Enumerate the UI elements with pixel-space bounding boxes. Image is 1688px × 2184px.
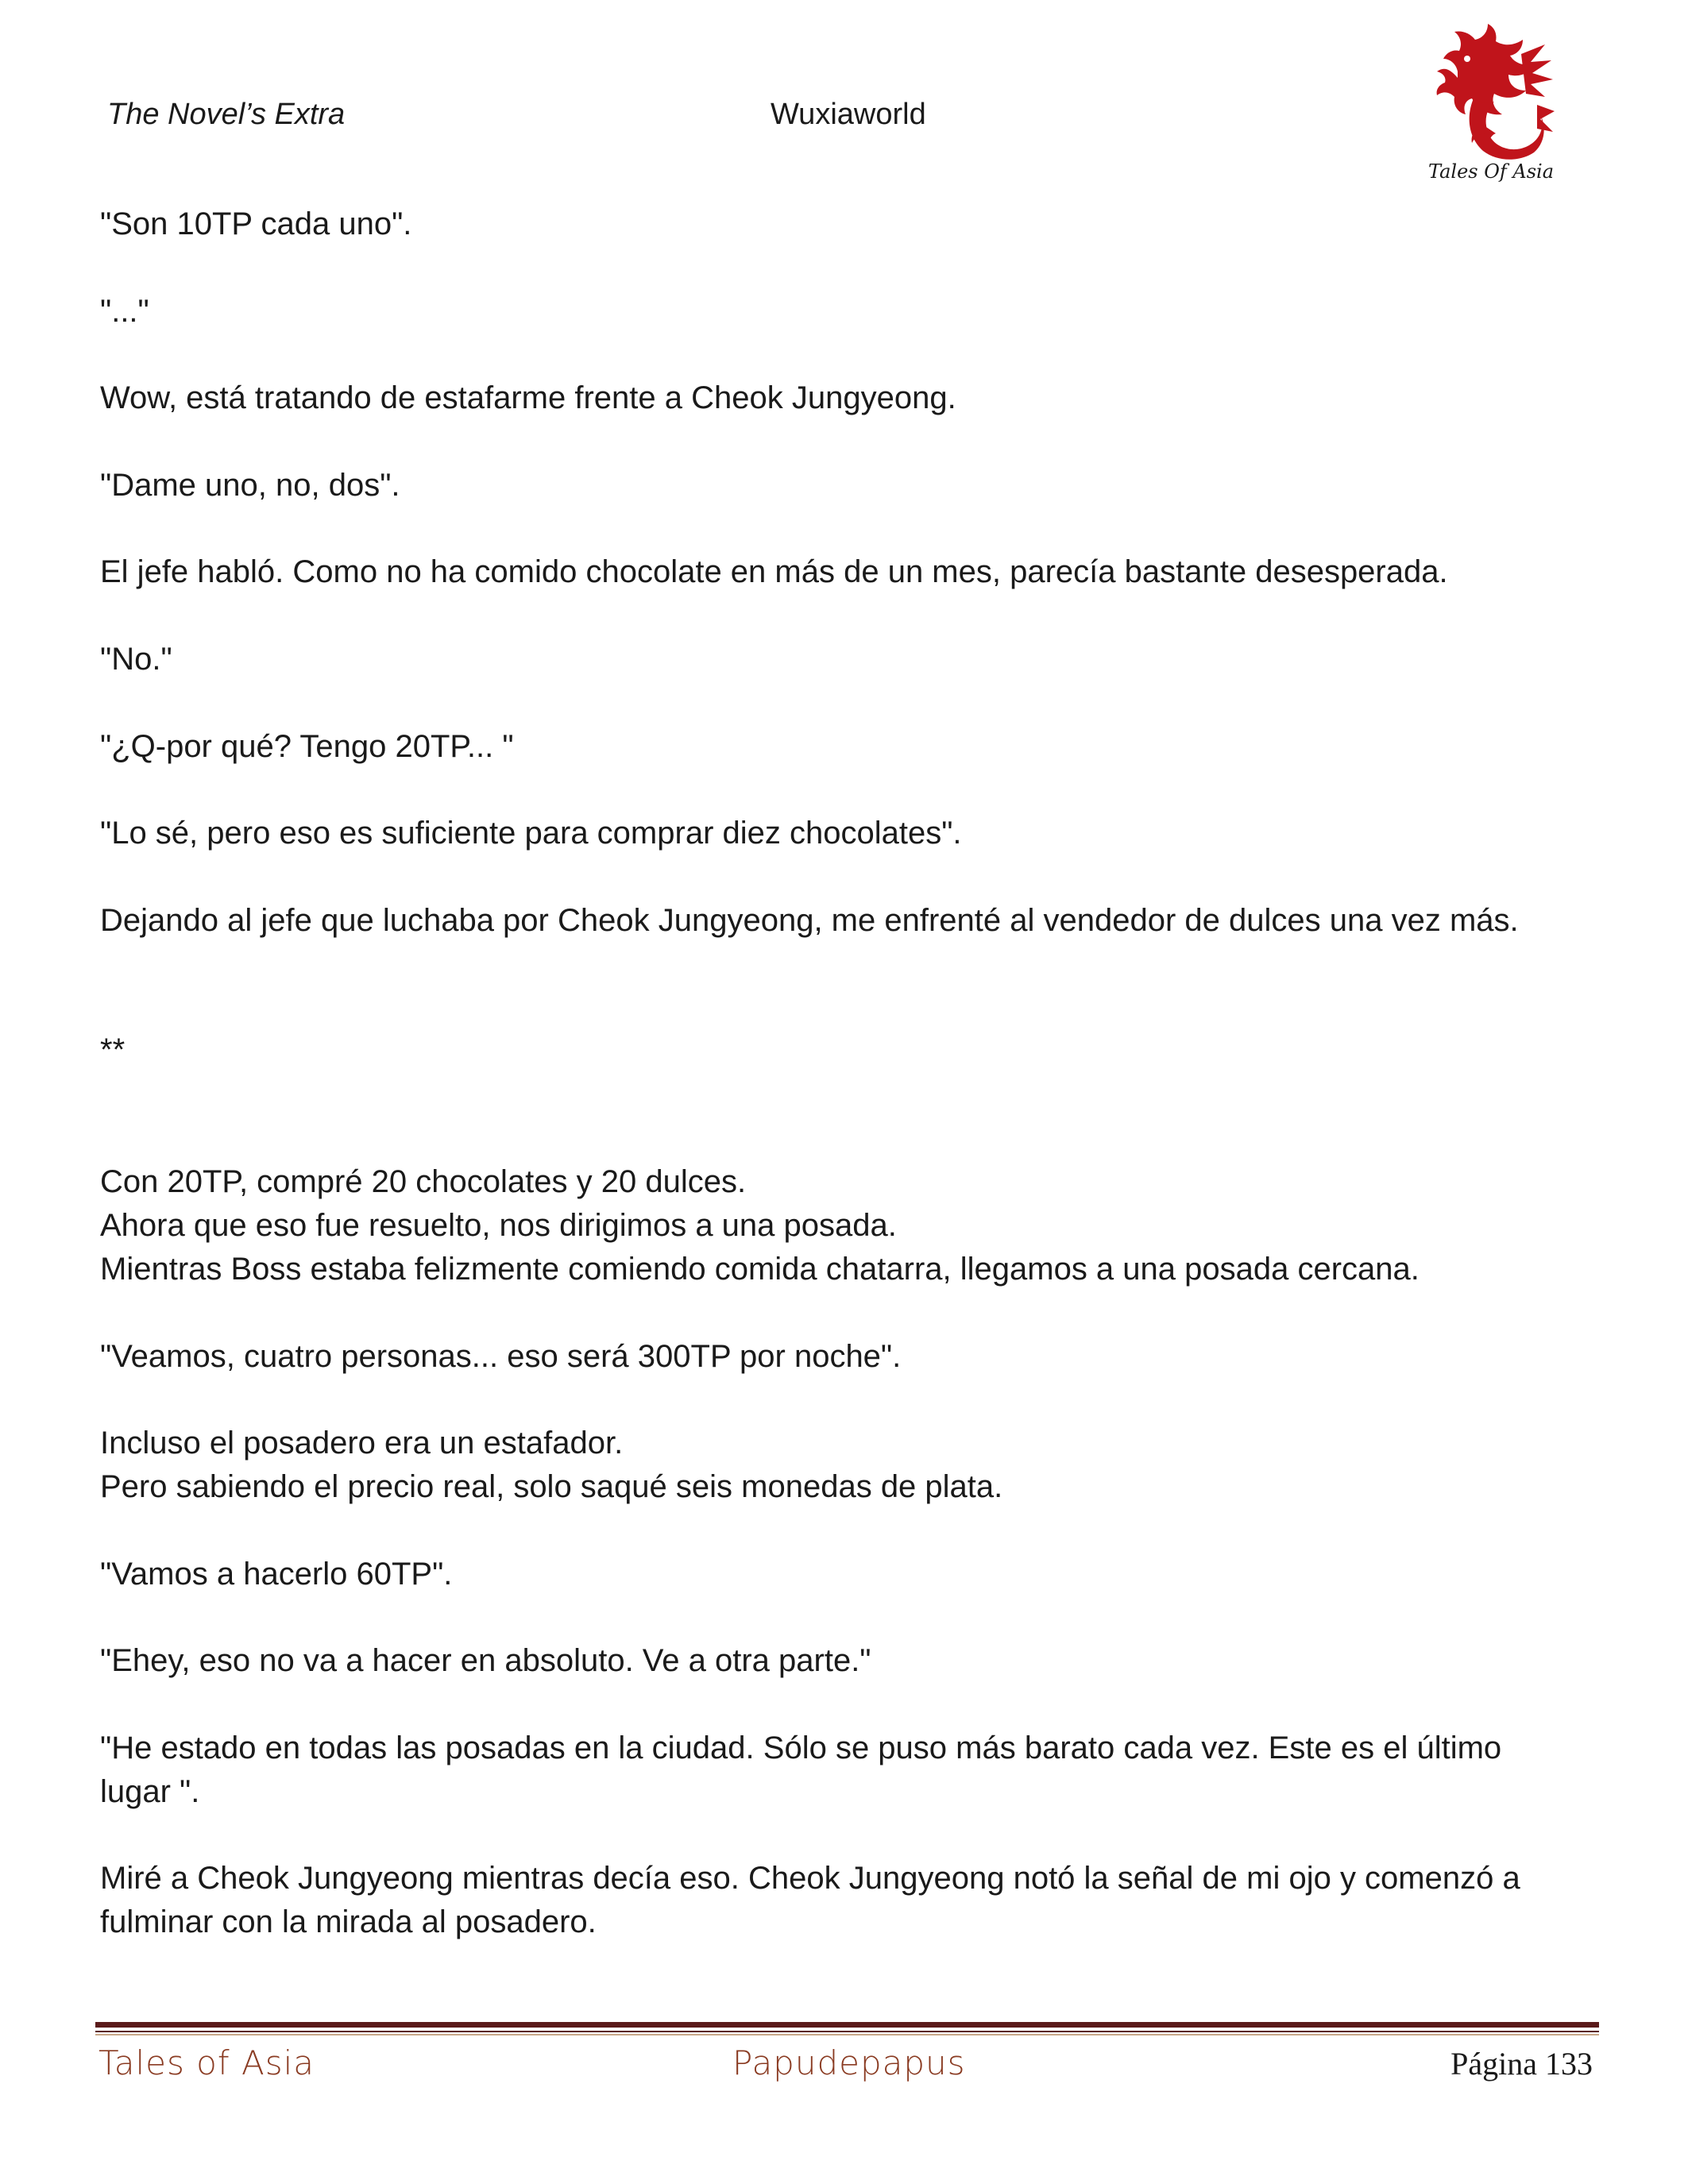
text-line: Mientras Boss estaba felizmente comiendo comida chatarra, llegamos a una posada cercana. <box>100 1252 1420 1287</box>
text-line: "He estado en todas las posadas en la ciudad. Sólo se puso más barato cada vez. Este es el último <box>100 1731 1502 1765</box>
text-line: "Vamos a hacerlo 60TP". <box>100 1557 453 1592</box>
text-line: "..." <box>100 294 149 329</box>
footer-translator: Papudepapus <box>732 2043 966 2082</box>
text-line: El jefe habló. Como no ha comido chocolate en más de un mes, parecía bastante desesperada. <box>100 554 1448 589</box>
text-line: "¿Q-por qué? Tengo 20TP... " <box>100 729 514 764</box>
text-line: "Ehey, eso no va a hacer en absoluto. Ve a otra parte." <box>100 1643 871 1678</box>
logo-lettering: Tales Of Asia <box>1427 160 1555 183</box>
text-line: Ahora que eso fue resuelto, nos dirigimos a una posada. <box>100 1208 897 1243</box>
text-line: Dejando al jefe que luchaba por Cheok Jungyeong, me enfrenté al vendedor de dulces una vez más. <box>100 903 1519 938</box>
tales-of-asia-dragon-logo <box>1426 22 1557 189</box>
book-title: The Novel’s Extra <box>107 98 346 131</box>
footer-rule <box>95 2022 1599 2028</box>
text-line: "Veamos, cuatro personas... eso será 300TP por noche". <box>100 1339 902 1374</box>
text-line: "Dame uno, no, dos". <box>100 468 400 503</box>
text-line: "Lo sé, pero eso es suficiente para comprar diez chocolates". <box>100 816 962 851</box>
text-line: "Son 10TP cada uno". <box>100 206 412 241</box>
footer-publisher: Tales of Asia <box>98 2043 315 2082</box>
text-line: Miré a Cheok Jungyeong mientras decía eso. Cheok Jungyeong notó la señal de mi ojo y comenzó a <box>100 1861 1520 1896</box>
text-line: Pero sabiendo el precio real, solo saqué seis monedas de plata. <box>100 1469 1003 1504</box>
footer-rule-thin <box>95 2031 1599 2032</box>
footer-rule-shadow <box>95 2034 1599 2035</box>
text-line: Wow, está tratando de estafarme frente a Cheok Jungyeong. <box>100 380 956 415</box>
site-name: Wuxiaworld <box>771 98 926 131</box>
section-break: ** <box>100 1032 126 1067</box>
text-line: Con 20TP, compré 20 chocolates y 20 dulces. <box>100 1164 747 1199</box>
text-line: lugar ". <box>100 1774 200 1809</box>
text-line: fulminar con la mirada al posadero. <box>100 1904 597 1939</box>
text-line: "No." <box>100 642 172 677</box>
page-number: Página 133 <box>1450 2046 1593 2082</box>
text-line: Incluso el posadero era un estafador. <box>100 1426 624 1461</box>
